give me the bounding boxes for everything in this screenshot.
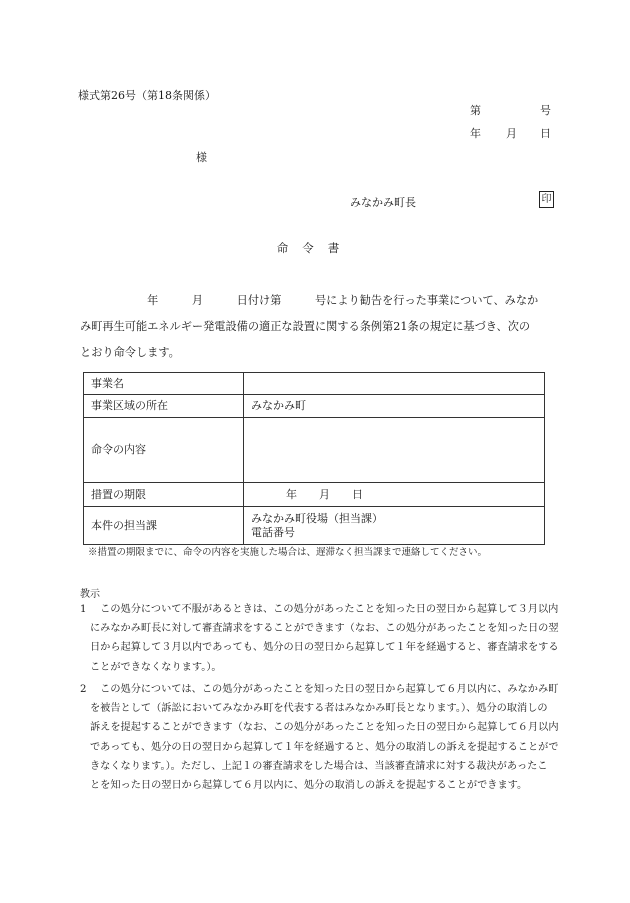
row-label: 命令の内容 bbox=[84, 418, 244, 483]
body-line: み町再生可能エネルギー発電設備の適正な設置に関する条例第21条の規定に基づき、次の bbox=[80, 320, 531, 333]
row-value: 年 月 日 bbox=[244, 483, 545, 507]
seal-stamp: 印 bbox=[539, 191, 554, 208]
instruction-number: 1 bbox=[80, 604, 87, 615]
row-label: 措置の期限 bbox=[84, 483, 244, 507]
row-label: 事業区域の所在 bbox=[84, 395, 244, 418]
row-value bbox=[244, 373, 545, 395]
instruction-line: を被告として（訴訟においてみなかみ町を代表する者はみなかみ町長となります。）、処分の取消しの bbox=[90, 703, 548, 715]
body-line: とおり命令します。 bbox=[80, 346, 180, 359]
contact-phone: 電話番号 bbox=[251, 525, 295, 539]
table-row bbox=[84, 373, 545, 395]
instruction-item bbox=[80, 680, 559, 795]
instruction-line: とを知った日の翌日から起算して６月以内に、処分の取消しの訴えを提起することができます。 bbox=[90, 780, 528, 792]
instruction-line: この処分については、この処分があったことを知った日の翌日から起算して６月以内に、みなかみ町 bbox=[90, 684, 559, 695]
order-details-table bbox=[83, 372, 545, 545]
row-label: 本件の担当課 bbox=[84, 507, 244, 545]
instruction-line: であっても、処分の日の翌日から起算して１年を経過すると、処分の取消しの訴えを提起することがで bbox=[90, 741, 559, 753]
row-value bbox=[244, 507, 545, 545]
row-value bbox=[244, 418, 545, 483]
document-title: 命令書 bbox=[276, 241, 354, 255]
number-prefix: 第 bbox=[470, 104, 481, 117]
issuer-name: みなかみ町長 bbox=[350, 196, 416, 209]
form-number: 様式第26号（第18条関係） bbox=[78, 89, 216, 102]
date-month: 月 bbox=[506, 127, 517, 140]
instruction-number: 2 bbox=[80, 684, 87, 695]
instruction-line: きなくなります。）。ただし、上記１の審査請求をした場合は、当該審査請求に対する裁決があったこ bbox=[90, 760, 548, 772]
instruction-line: ことができなくなります。）。 bbox=[90, 661, 222, 673]
table-note: ※措置の期限までに、命令の内容を実施した場合は、遅滞なく担当課まで連絡してください。 bbox=[88, 547, 488, 558]
instruction-line: この処分について不服があるときは、この処分があったことを知った日の翌日から起算して３月以内 bbox=[90, 604, 559, 615]
instruction-line: 日から起算して３月以内であっても、処分の日の翌日から起算して１年を経過すると、審査請求をする bbox=[90, 642, 559, 654]
instruction-item bbox=[80, 600, 559, 677]
body-line: 年 月 日付け第 号により勧告を行った事業について、みなか bbox=[80, 294, 539, 307]
instructions-heading: 教示 bbox=[80, 589, 100, 600]
instruction-line: にみなかみ町長に対して審査請求をすることができます（なお、この処分があったことを知った日の翌 bbox=[90, 623, 559, 635]
row-label: 事業名 bbox=[84, 373, 244, 395]
number-suffix: 号 bbox=[540, 104, 551, 117]
table-row bbox=[84, 395, 545, 418]
recipient-honorific: 様 bbox=[196, 151, 207, 164]
row-value: みなかみ町 bbox=[244, 395, 545, 418]
table-row bbox=[84, 418, 545, 483]
order-body bbox=[80, 288, 552, 366]
date-day: 日 bbox=[540, 127, 551, 140]
date-year: 年 bbox=[470, 127, 481, 140]
instruction-line: 訴えを提起することができます（なお、この処分があったことを知った日の翌日から起算して６月以内 bbox=[90, 722, 559, 734]
table-row bbox=[84, 507, 545, 545]
table-row bbox=[84, 483, 545, 507]
contact-department: みなかみ町役場（担当課） bbox=[251, 511, 383, 525]
